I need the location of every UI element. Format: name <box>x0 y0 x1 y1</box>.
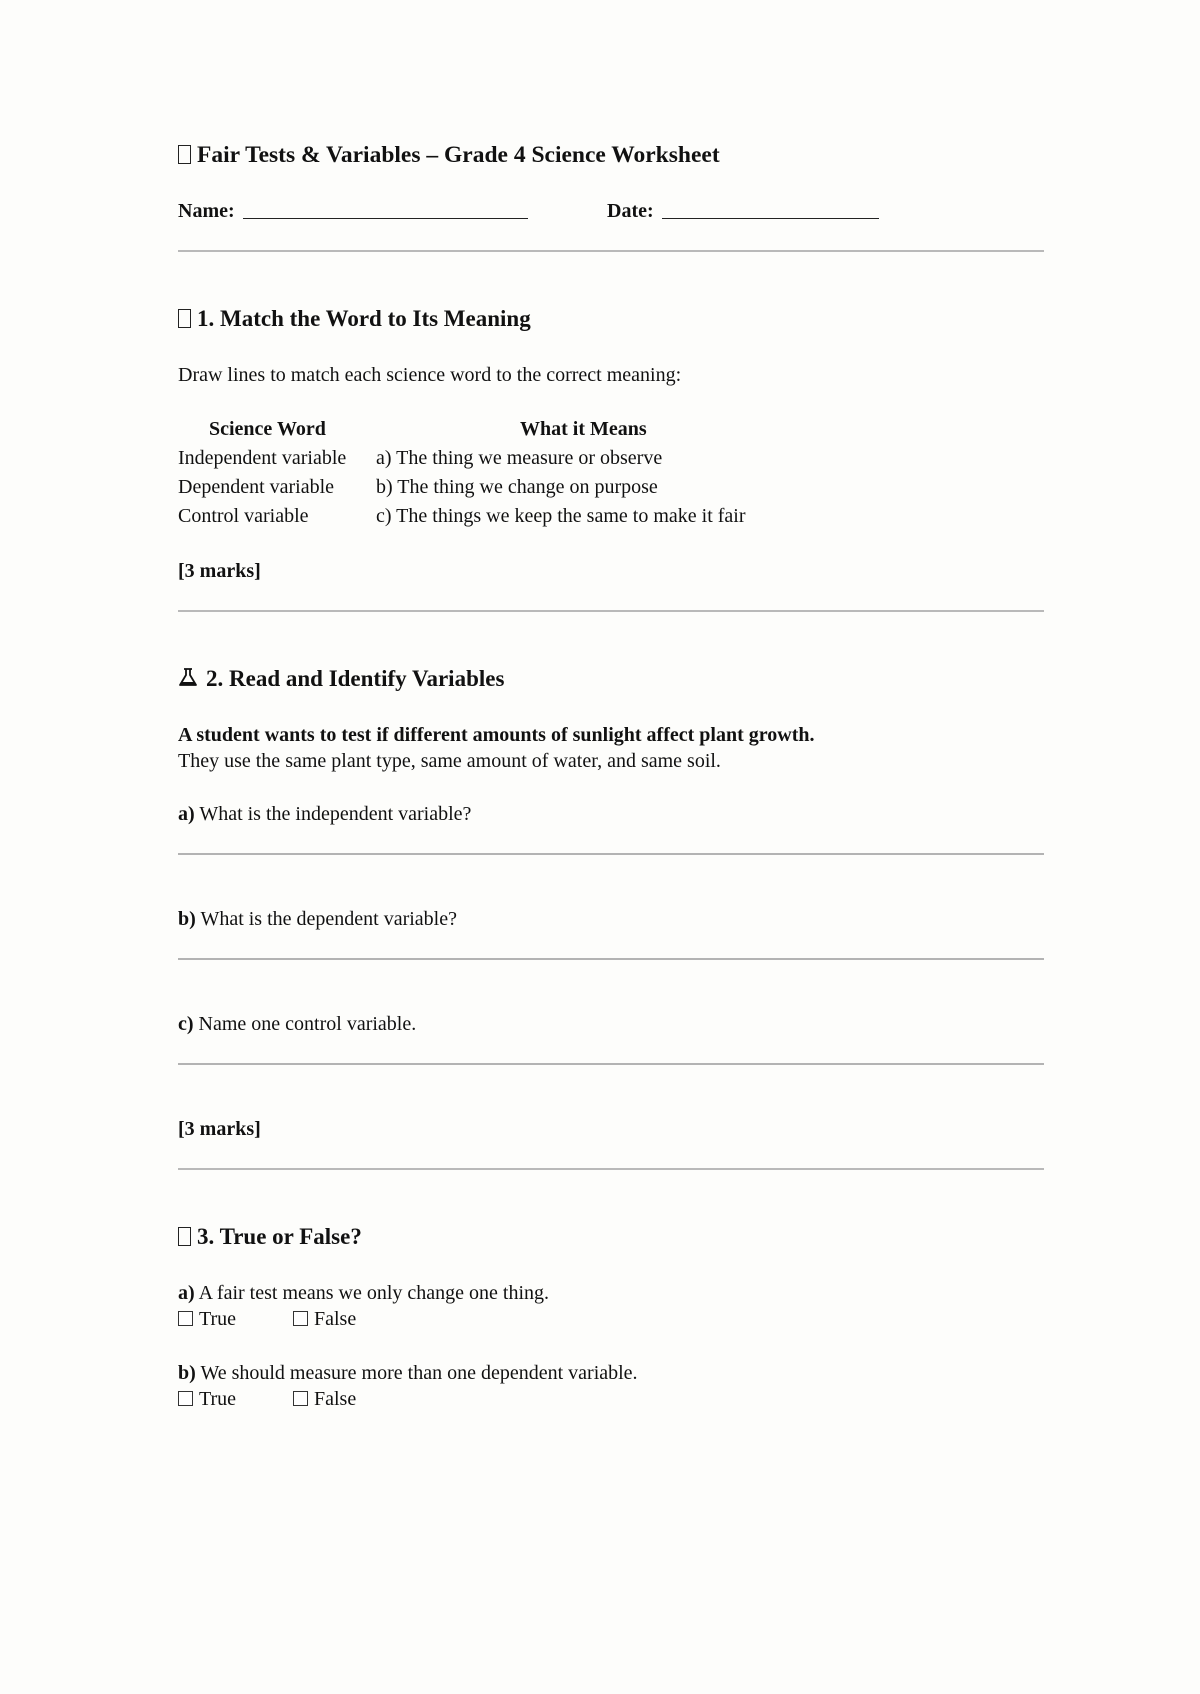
divider <box>178 1168 1044 1170</box>
name-blank-line[interactable] <box>243 204 528 219</box>
table-cell-word: Dependent variable <box>178 476 335 498</box>
table-cell-meaning: a) The thing we measure or observe <box>376 447 663 469</box>
answer-line-2a[interactable] <box>178 853 1044 855</box>
section-3-heading: 3. True or False? <box>178 1224 362 1250</box>
question-3a: a) A fair test means we only change one thing. <box>178 1282 550 1304</box>
table-cell-meaning: c) The things we keep the same to make it fair <box>376 505 746 527</box>
table-cell-word: Control variable <box>178 505 309 527</box>
false-option[interactable]: False <box>293 1308 356 1331</box>
scenario-bold: A student wants to test if different amounts of sunlight affect plant growth. <box>178 724 815 746</box>
section-1-marks: [3 marks] <box>178 560 261 582</box>
checkbox-icon[interactable] <box>178 1311 193 1326</box>
section-1-heading: 1. Match the Word to Its Meaning <box>178 306 531 332</box>
question-2b: b) What is the dependent variable? <box>178 908 457 930</box>
section-2-marks: [3 marks] <box>178 1118 261 1140</box>
name-label: Name: <box>178 200 235 222</box>
table-cell-word: Independent variable <box>178 447 347 469</box>
section-2-heading: 2. Read and Identify Variables <box>178 666 504 693</box>
date-blank-line[interactable] <box>662 204 879 219</box>
table-header-science-word: Science Word <box>209 418 326 440</box>
date-label: Date: <box>607 200 654 222</box>
section-1-instruction: Draw lines to match each science word to the correct meaning: <box>178 364 682 386</box>
checkbox-icon[interactable] <box>178 1391 193 1406</box>
question-3b: b) We should measure more than one dependent variable. <box>178 1362 638 1384</box>
checkbox-icon[interactable] <box>293 1311 308 1326</box>
date-field[interactable] <box>607 200 879 223</box>
question-2a: a) What is the independent variable? <box>178 803 472 825</box>
question-2c: c) Name one control variable. <box>178 1013 417 1035</box>
missing-glyph-icon <box>178 145 191 164</box>
answer-line-2c[interactable] <box>178 1063 1044 1065</box>
checkbox-icon[interactable] <box>293 1391 308 1406</box>
flask-icon <box>178 667 200 693</box>
table-header-meaning: What it Means <box>520 418 647 440</box>
divider <box>178 610 1044 612</box>
option-row-3a <box>178 1308 357 1331</box>
true-option[interactable]: True <box>178 1388 236 1411</box>
false-option[interactable]: False <box>293 1388 356 1411</box>
scenario-text: They use the same plant type, same amount of water, and same soil. <box>178 750 721 772</box>
true-option[interactable]: True <box>178 1308 236 1331</box>
divider <box>178 250 1044 252</box>
name-field[interactable] <box>178 200 528 223</box>
option-row-3b <box>178 1388 357 1411</box>
missing-glyph-icon <box>178 309 191 328</box>
missing-glyph-icon <box>178 1227 191 1246</box>
table-cell-meaning: b) The thing we change on purpose <box>376 476 658 498</box>
answer-line-2b[interactable] <box>178 958 1044 960</box>
page-title: Fair Tests & Variables – Grade 4 Science Worksheet <box>178 142 720 169</box>
